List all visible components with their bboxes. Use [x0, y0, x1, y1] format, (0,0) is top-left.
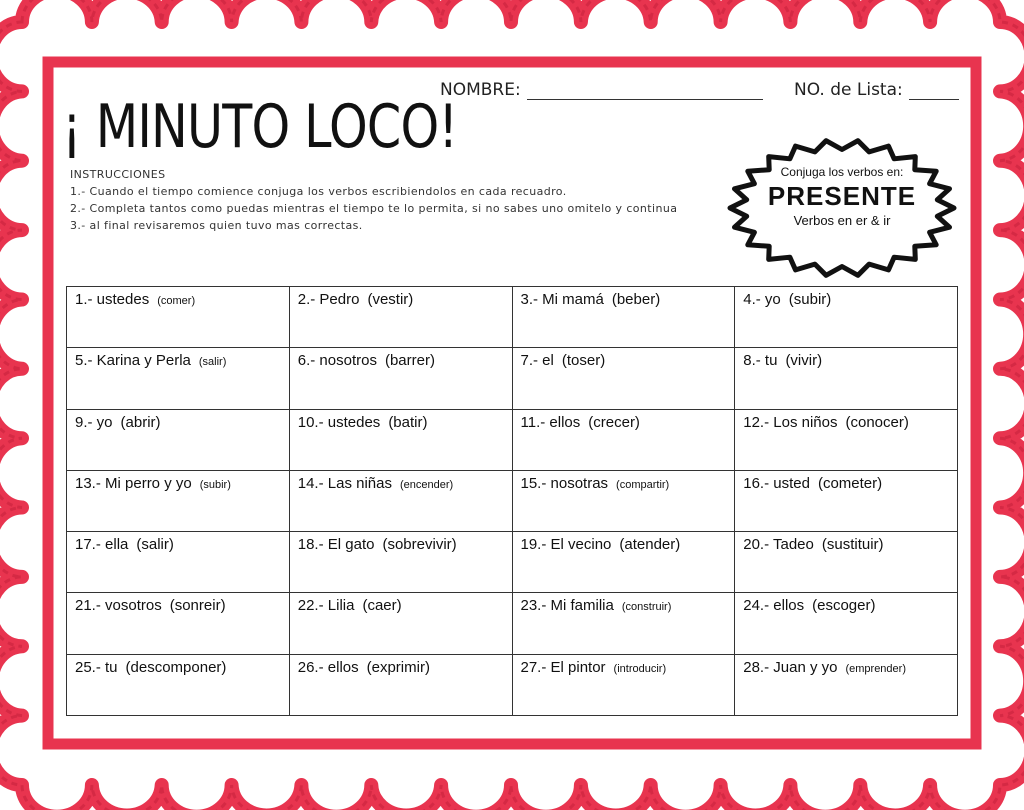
answer-cell[interactable] [512, 348, 735, 409]
cell-prompt: 1.- ustedes [75, 291, 150, 308]
cell-verb: (sustituir) [821, 536, 884, 554]
cell-prompt: 18.- El gato [297, 536, 375, 554]
tense-badge [742, 164, 942, 230]
cell-verb: (sobrevivir) [382, 536, 457, 554]
cell-verb: (sonreir) [169, 597, 226, 615]
grid-row [67, 470, 958, 531]
cell-verb: (subir) [199, 478, 231, 491]
answer-cell[interactable] [512, 654, 735, 715]
cell-verb: (escoger) [812, 597, 876, 615]
cell-verb: (batir) [388, 413, 428, 431]
answer-cell[interactable] [289, 654, 512, 715]
cell-prompt: 26.- ellos [297, 658, 359, 676]
cell-prompt: 15.- nosotras [520, 474, 609, 492]
cell-prompt: 2.- Pedro [297, 291, 360, 308]
answer-cell[interactable] [512, 593, 735, 654]
cell-prompt: 17.- ella [75, 536, 129, 554]
answer-cell[interactable] [512, 470, 735, 531]
cell-verb: (abrir) [120, 413, 161, 431]
grid-row [67, 409, 958, 470]
answer-cell[interactable] [735, 409, 958, 470]
instruction-step-1: 1.- Cuando el tiempo comience conjuga los verbos escribiendolos en cada recuadro. [70, 185, 567, 198]
cell-verb: (cometer) [817, 474, 883, 492]
cell-prompt: 22.- Lilia [297, 597, 355, 615]
answer-cell[interactable] [735, 348, 958, 409]
cell-verb: (atender) [619, 536, 681, 554]
cell-prompt: 21.- vosotros [75, 597, 162, 615]
answer-cell[interactable] [512, 409, 735, 470]
list-number-label: NO. de Lista: [794, 80, 903, 100]
answer-cell[interactable] [512, 287, 735, 348]
cell-verb: (salir) [198, 356, 227, 369]
answer-cell[interactable] [735, 470, 958, 531]
cell-prompt: 11.- ellos [520, 413, 581, 431]
cell-verb: (exprimir) [366, 658, 430, 676]
instruction-step-3: 3.- al final revisaremos quien tuvo mas correctas. [70, 219, 363, 232]
grid-row [67, 348, 958, 409]
cell-verb: (descomponer) [125, 658, 227, 676]
badge-verb-type: Verbos en er & ir [793, 213, 891, 228]
cell-prompt: 12.- Los niños [743, 413, 838, 431]
cell-prompt: 10.- ustedes [297, 413, 381, 431]
instructions [70, 166, 750, 234]
cell-prompt: 28.- Juan y yo [743, 658, 838, 676]
grid-row [67, 654, 958, 715]
answer-cell[interactable] [735, 593, 958, 654]
cell-verb: (vestir) [367, 291, 414, 308]
cell-verb: (emprender) [845, 662, 906, 675]
cell-verb: (construir) [621, 601, 672, 614]
cell-prompt: 25.- tu [75, 658, 118, 676]
answer-cell[interactable] [512, 532, 735, 593]
answer-cell[interactable] [289, 348, 512, 409]
cell-prompt: 14.- Las niñas [297, 474, 392, 492]
cell-verb: (subir) [788, 291, 832, 308]
cell-verb: (toser) [561, 352, 606, 370]
answer-cell[interactable] [67, 348, 290, 409]
cell-verb: (encender) [399, 478, 454, 491]
cell-verb: (caer) [362, 597, 402, 615]
name-blank-line[interactable] [527, 99, 763, 100]
cell-prompt: 3.- Mi mamá [520, 291, 604, 308]
badge-instruction: Conjuga los verbos en: [780, 165, 904, 179]
cell-prompt: 20.- Tadeo [743, 536, 814, 554]
instructions-heading: INSTRUCCIONES [70, 168, 166, 181]
cell-prompt: 9.- yo [75, 413, 113, 431]
answer-cell[interactable] [289, 287, 512, 348]
worksheet-title: ¡ MINUTO LOCO! [62, 92, 458, 162]
grid-row [67, 287, 958, 348]
answer-cell[interactable] [67, 470, 290, 531]
answer-cell[interactable] [67, 532, 290, 593]
cell-prompt: 24.- ellos [743, 597, 805, 615]
cell-verb: (salir) [136, 536, 174, 554]
cell-prompt: 7.- el [520, 352, 554, 370]
cell-verb: (beber) [611, 291, 661, 308]
answer-cell[interactable] [735, 287, 958, 348]
cell-verb: (comer) [157, 295, 196, 307]
answer-cell[interactable] [735, 532, 958, 593]
answer-cell[interactable] [289, 593, 512, 654]
grid-row [67, 532, 958, 593]
cell-verb: (introducir) [613, 662, 667, 675]
name-field[interactable] [440, 80, 763, 100]
cell-verb: (crecer) [588, 413, 640, 431]
answer-cell[interactable] [289, 532, 512, 593]
list-number-blank-line[interactable] [909, 99, 959, 100]
cell-prompt: 19.- El vecino [520, 536, 612, 554]
cell-verb: (vivir) [785, 352, 823, 370]
cell-prompt: 27.- El pintor [520, 658, 606, 676]
answer-cell[interactable] [67, 654, 290, 715]
answer-cell[interactable] [67, 409, 290, 470]
cell-prompt: 4.- yo [743, 291, 781, 308]
answer-cell[interactable] [67, 593, 290, 654]
answer-cell[interactable] [67, 287, 290, 348]
cell-verb: (compartir) [616, 478, 670, 491]
answer-cell[interactable] [735, 654, 958, 715]
grid-row [67, 593, 958, 654]
cell-prompt: 16.- usted [743, 474, 810, 492]
verb-grid [66, 286, 958, 716]
cell-verb: (barrer) [384, 352, 435, 370]
instruction-step-2: 2.- Completa tantos como puedas mientras el tiempo te lo permita, si no sabes uno omitelo y continua [70, 202, 678, 215]
cell-prompt: 5.- Karina y Perla [75, 352, 191, 370]
cell-prompt: 8.- tu [743, 352, 778, 370]
cell-verb: (conocer) [845, 413, 909, 431]
answer-cell[interactable] [289, 470, 512, 531]
cell-prompt: 6.- nosotros [297, 352, 377, 370]
cell-prompt: 13.- Mi perro y yo [75, 474, 192, 492]
list-number-field[interactable] [794, 80, 959, 100]
cell-prompt: 23.- Mi familia [520, 597, 614, 615]
answer-cell[interactable] [289, 409, 512, 470]
name-label: NOMBRE: [440, 80, 521, 100]
badge-tense: PRESENTE [767, 181, 917, 211]
